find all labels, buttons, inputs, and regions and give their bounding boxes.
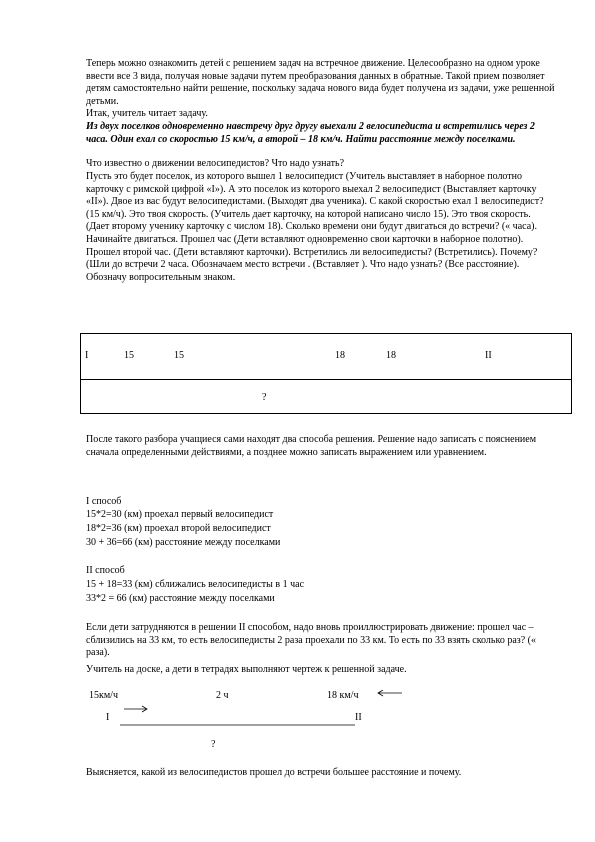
diagram-graphics: [80, 690, 500, 755]
conclusion-paragraph: Выясняется, какой из велосипедистов прошел до встречи большее расстояние и почему.: [86, 767, 462, 778]
solution-1-line: 30 + 36=66 (км) расстояние между поселками: [86, 537, 281, 548]
motion-diagram: [80, 690, 500, 755]
table-cell-speed-1b: 15: [174, 350, 184, 361]
left-arrow-icon: [378, 690, 402, 696]
question-line: Что известно о движении велосипедистов? Что надо узнать?: [86, 158, 345, 169]
table-cell-village-1: I: [85, 350, 89, 361]
table-cell-village-2: II: [485, 350, 492, 361]
solution-1-line: 15*2=30 (км) проехал первый велосипедист: [86, 509, 274, 520]
solution-1-line: 18*2=36 (км) проехал второй велосипедист: [86, 523, 271, 534]
solution-2-title: II способ: [86, 565, 125, 576]
intro-paragraph: Теперь можно ознакомить детей с решением задач на встречное движение. Целесообразно на одном уроке ввести все 3 вида, получая новые задачи путем преобразования данных в обратные. Такой прием позволяет детям самостоятельно найти решение, поскольку задача нового вида будет получена из задачи, уже решенной детьми.: [86, 58, 555, 107]
solution-1-title: I способ: [86, 496, 122, 507]
solution-2-line: 15 + 18=33 (км) сближались велосипедисты в 1 час: [86, 579, 305, 590]
speed-1-label: 15км/ч: [89, 690, 118, 701]
table-cell-speed-2a: 18: [335, 350, 345, 361]
analysis-paragraph: После такого разбора учащиеся сами находят два способа решения. Решение надо записать с пояснением сначала определенными действиями, а позднее можно записать выражением или уравнением.: [86, 434, 537, 458]
solution-2-line: 33*2 = 66 (км) расстояние между поселками: [86, 593, 275, 604]
board-drawing-line: Учитель на доске, а дети в тетрадях выполняют чертеж к решенной задаче.: [86, 664, 407, 675]
village-1-label: I: [106, 712, 110, 723]
teacher-reads-line: Итак, учитель читает задачу.: [86, 108, 208, 119]
difficulty-paragraph: Если дети затрудняются в решении II способом, надо вновь проиллюстрировать движение: прошел час – сблизились на 33 км, то есть велосипедисты 2 раза проехали по 33 км. То есть по 33 взять сколько раз? (« раза).: [86, 622, 536, 659]
table-cell-question: ?: [262, 392, 267, 403]
right-arrow-icon: [124, 706, 147, 712]
time-label: 2 ч: [216, 690, 229, 701]
village-2-label: II: [355, 712, 362, 723]
table-cell-speed-1a: 15: [124, 350, 134, 361]
lesson-dialogue-paragraph: Пусть это будет поселок, из которого вышел 1 велосипедист (Учитель выставляет в наборное полотно карточку с римской цифрой «I»). А это поселок из которого выехал 2 велосипедист (Выставляет карточку «II»). Двое из вас будут велосипедистами. (Выходят два ученика). С какой скоростью ехал 1 велосипедист? (15 км/ч). Это твоя скорость. (Учитель дает карточку, на которой написано число 15). Это твоя скорость. (Дает второму ученику карточку с числом 18). Сколько времени они будут двигаться до встречи? (« часа). Начинайте двигаться. Прошел час (Дети вставляют одновременно свои карточки в наборное полотно). Прошел второй час. (Дети вставляют карточки). Встретились ли велосипедисты? (Встретились). Почему? (Шли до встречи 2 часа. Обозначаем место встречи . (Вставляет ). Что надо узнать? (Все расстояние). Обозначу вопросительным знаком.: [86, 171, 544, 283]
speed-2-label: 18 км/ч: [327, 690, 359, 701]
table-cell-speed-2b: 18: [386, 350, 396, 361]
distance-question: ?: [211, 739, 216, 750]
task-text: Из двух поселков одновременно навстречу друг другу выехали 2 велосипедиста и встретились через 2 часа. Один ехал со скоростью 15 км/ч, а второй – 18 км/ч. Найти расстояние между поселками.: [86, 121, 535, 145]
table-divider: [81, 379, 571, 380]
movement-table: [80, 333, 572, 414]
